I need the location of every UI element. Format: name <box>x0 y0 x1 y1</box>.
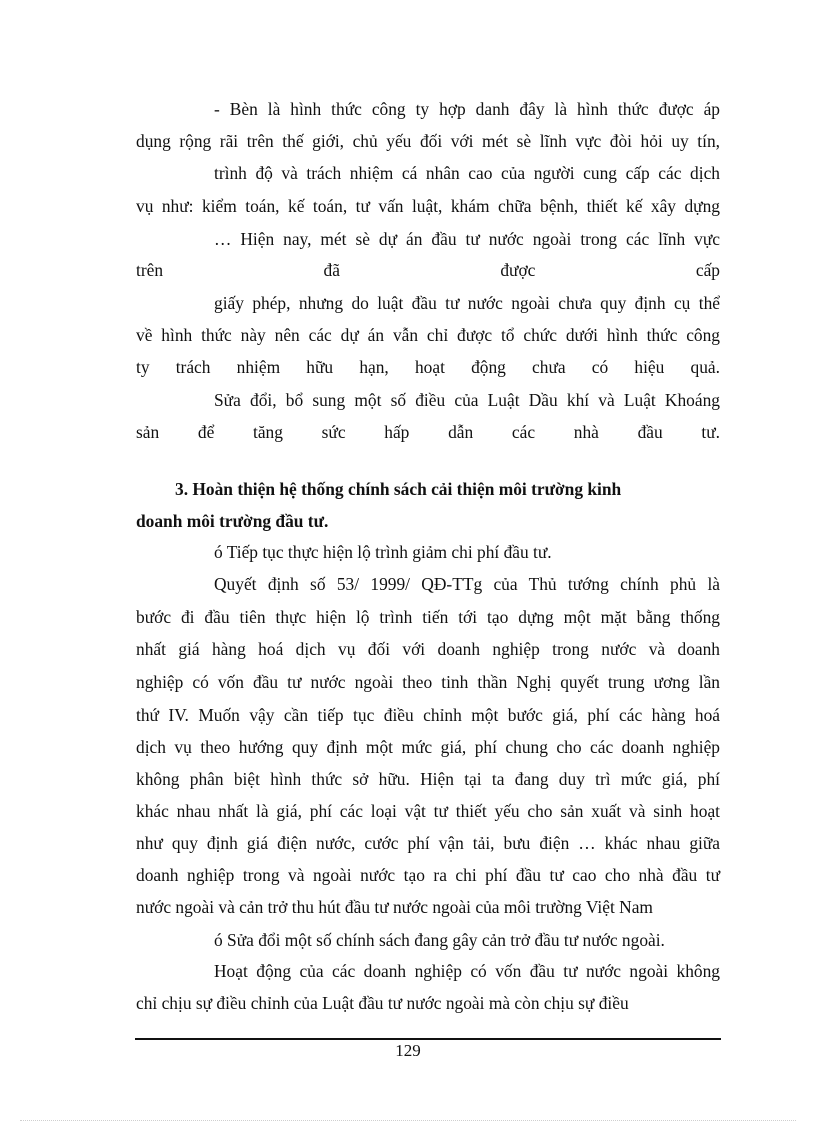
text-line: nhất giá hàng hoá dịch vụ đối với doanh nghiệp trong nước và doanh <box>136 639 720 659</box>
section-heading: 3. Hoàn thiện hệ thống chính sách cải thiện môi trường kinh <box>175 479 622 499</box>
text-line: Sửa đổi, bổ sung một số điều của Luật Dầu khí và Luật Khoáng <box>214 390 720 410</box>
page-bottom-border <box>20 1120 796 1121</box>
text-line: ty trách nhiệm hữu hạn, hoạt động chưa có hiệu quả. <box>136 357 720 377</box>
text-line: dụng rộng rãi trên thế giới, chủ yếu đối với mét sè lĩnh vực đòi hỏi uy tín, <box>136 131 720 151</box>
text-line: không phân biệt hình thức sở hữu. Hiện tại ta đang duy trì mức giá, phí <box>136 769 720 789</box>
text-line: Quyết định số 53/ 1999/ QĐ-TTg của Thủ tướng chính phủ là <box>214 574 720 594</box>
text-line: … Hiện nay, mét sè dự án đầu tư nước ngoài trong các lĩnh vực <box>214 229 720 249</box>
text-line: vụ như: kiểm toán, kế toán, tư vấn luật, khám chữa bệnh, thiết kế xây dựng <box>136 196 720 216</box>
text-line: như quy định giá điện nước, cước phí vận tải, bưu điện … khác nhau giữa <box>136 833 720 853</box>
text-line: doanh nghiệp trong và ngoài nước tạo ra chi phí đầu tư cao cho nhà đầu tư <box>136 865 720 885</box>
text-line: về hình thức này nên các dự án vẫn chỉ được tổ chức dưới hình thức công <box>136 325 720 345</box>
text-line: chỉ chịu sự điều chỉnh của Luật đầu tư nước ngoài mà còn chịu sự điều <box>136 993 629 1013</box>
text-line: dịch vụ theo hướng quy định một mức giá, phí chung cho các doanh nghiệp <box>136 737 720 757</box>
text-line: bước đi đầu tiên thực hiện lộ trình tiến tới tạo dựng một mặt bằng thống <box>136 607 720 627</box>
text-line: sản để tăng sức hấp dẫn các nhà đầu tư. <box>136 422 720 442</box>
bullet-line: ó Tiếp tục thực hiện lộ trình giảm chi phí đầu tư. <box>214 542 552 562</box>
page-number: 129 <box>395 1041 421 1060</box>
bullet-line: ó Sửa đổi một số chính sách đang gây cản trở đầu tư nước ngoài. <box>214 930 665 950</box>
text-line: nghiệp có vốn đầu tư nước ngoài theo tinh thần Nghị quyết trung ương lần <box>136 672 720 692</box>
text-line: khác nhau nhất là giá, phí các loại vật tư thiết yếu cho sản xuất và sinh hoạt <box>136 801 720 821</box>
text-line: thứ IV. Muốn vậy cần tiếp tục điều chỉnh một bước giá, phí các hàng hoá <box>136 705 720 725</box>
text-line: trình độ và trách nhiệm cá nhân cao của người cung cấp các dịch <box>214 163 720 183</box>
text-line: - Bèn là hình thức công ty hợp danh đây là hình thức được áp <box>214 99 720 119</box>
text-line: giấy phép, nhưng do luật đầu tư nước ngoài chưa quy định cụ thể <box>214 293 720 313</box>
text-line: trên đã được cấp <box>136 260 720 280</box>
text-line: Hoạt động của các doanh nghiệp có vốn đầu tư nước ngoài không <box>214 961 720 981</box>
text-line: nước ngoài và cản trở thu hút đầu tư nước ngoài của môi trường Việt Nam <box>136 897 653 917</box>
section-heading: doanh môi trường đầu tư. <box>136 511 329 531</box>
